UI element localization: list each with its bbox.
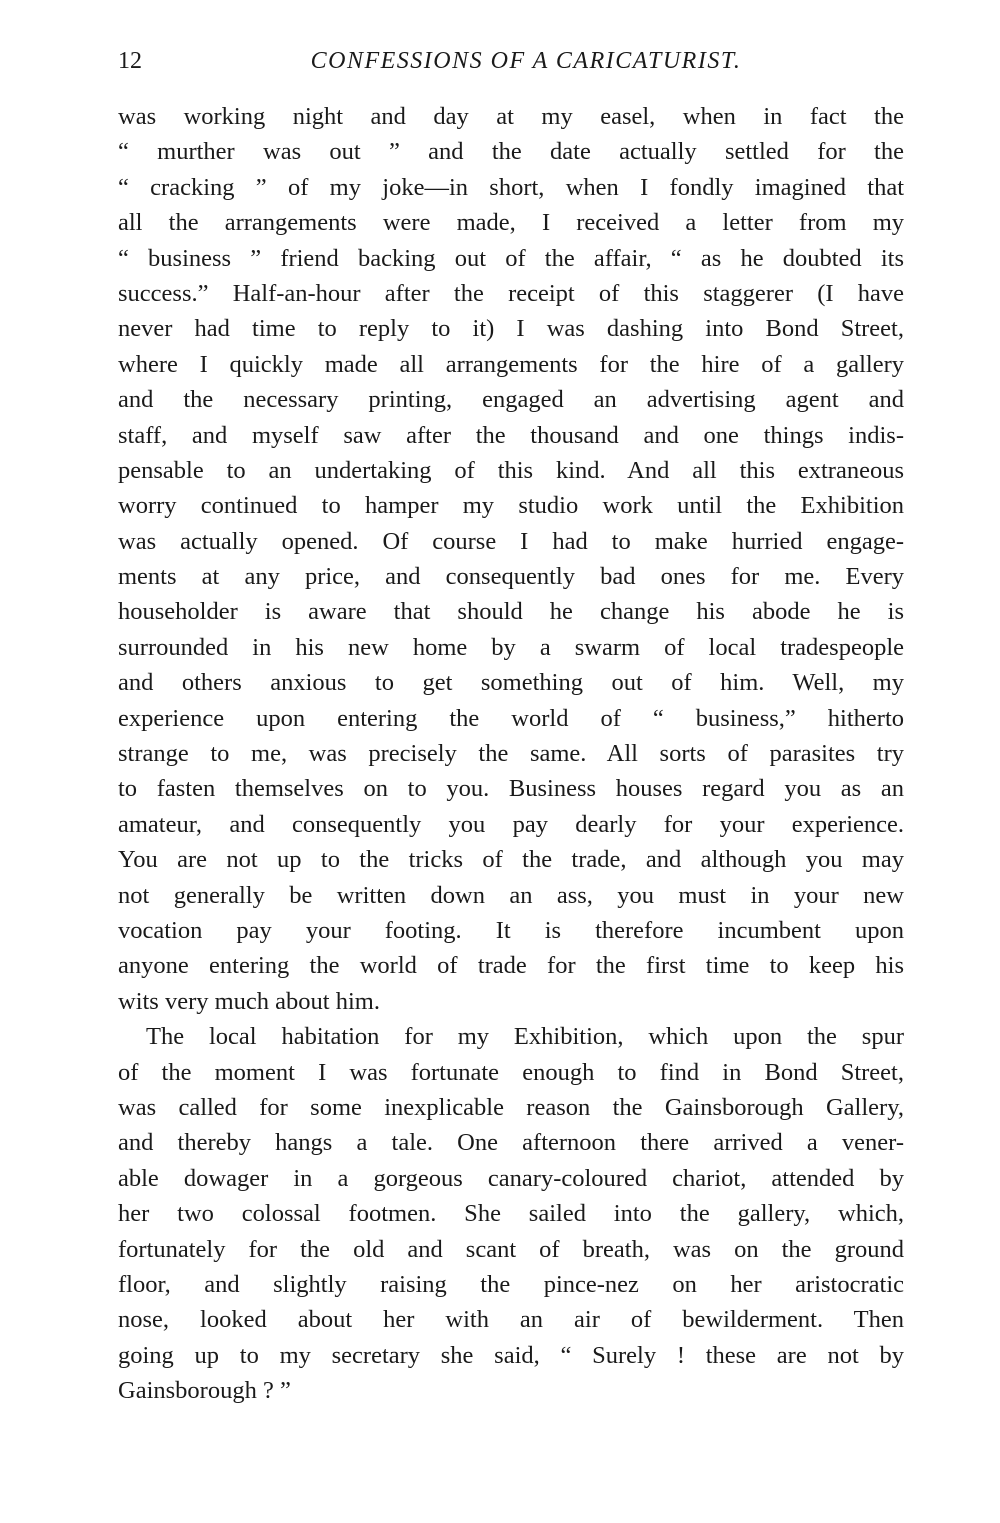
text-line: of the moment I was fortunate enough to find in Bond Street,	[118, 1058, 904, 1086]
running-title: CONFESSIONS OF A CARICATURIST.	[310, 48, 742, 74]
text-line: fortunately for the old and scant of breath, was on the ground	[118, 1235, 904, 1263]
text-line: was working night and day at my easel, when in fact the	[118, 103, 904, 130]
text-line: vocation pay your footing. It is therefore incumbent upon	[118, 916, 904, 944]
text-line: success.” Half-an-hour after the receipt of this staggerer (I have	[118, 279, 904, 307]
paragraph-1	[118, 99, 904, 1019]
paragraph-2	[118, 1019, 904, 1408]
text-line: and others anxious to get something out of him. Well, my	[118, 669, 904, 697]
text-line: never had time to reply to it) I was dashing into Bond Street,	[118, 315, 904, 343]
text-line: not generally be written down an ass, you must in your new	[118, 881, 904, 909]
text-line: to fasten themselves on to you. Business houses regard you as an	[118, 775, 904, 803]
text-line: experience upon entering the world of “ business,” hitherto	[118, 704, 904, 732]
text-line: was called for some inexplicable reason the Gainsborough Gallery,	[118, 1093, 904, 1121]
text-line: able dowager in a gorgeous canary-coloured chariot, attended by	[118, 1164, 904, 1192]
page-number: 12	[118, 48, 142, 74]
text-line: where I quickly made all arrangements for the hire of a gallery	[118, 350, 904, 378]
text-line: ments at any price, and consequently bad ones for me. Every	[118, 563, 904, 591]
text-line: was actually opened. Of course I had to make hurried engage-	[118, 527, 904, 555]
running-head	[118, 46, 904, 76]
text-line: and the necessary printing, engaged an advertising agent and	[118, 386, 904, 414]
text-line: nose, looked about her with an air of bewilderment. Then	[118, 1306, 904, 1334]
text-line: worry continued to hamper my studio work until the Exhibition	[118, 492, 904, 520]
text-line: floor, and slightly raising the pince-nez on her aristocratic	[118, 1270, 904, 1298]
text-line: strange to me, was precisely the same. All sorts of parasites try	[118, 740, 904, 768]
text-line: householder is aware that should he change his abode he is	[118, 598, 904, 626]
text-line: pensable to an undertaking of this kind. And all this extraneous	[118, 456, 904, 484]
text-line: going up to my secretary she said, “ Surely ! these are not by	[118, 1341, 904, 1369]
text-line: surrounded in his new home by a swarm of local tradespeople	[118, 633, 904, 661]
text-line: You are not up to the tricks of the trade, and although you may	[118, 846, 904, 874]
text-line: The local habitation for my Exhibition, which upon the spur	[146, 1023, 904, 1051]
text-line: staff, and myself saw after the thousand and one things indis-	[118, 421, 904, 449]
text-line: “ business ” friend backing out of the affair, “ as he doubted its	[118, 244, 904, 272]
text-line: and thereby hangs a tale. One afternoon there arrived a vener-	[118, 1129, 904, 1157]
text-line: anyone entering the world of trade for the first time to keep his	[118, 952, 904, 980]
text-line: her two colossal footmen. She sailed into the gallery, which,	[118, 1200, 904, 1228]
text-line: Gainsborough ? ”	[118, 1377, 291, 1405]
body-text	[118, 99, 904, 1408]
text-line: “ cracking ” of my joke—in short, when I fondly imagined that	[118, 173, 904, 201]
text-line: wits very much about him.	[118, 987, 380, 1015]
text-line: “ murther was out ” and the date actually settled for the	[118, 138, 904, 166]
text-line: amateur, and consequently you pay dearly for your experience.	[118, 810, 904, 838]
text-line: all the arrangements were made, I received a letter from my	[118, 209, 904, 237]
